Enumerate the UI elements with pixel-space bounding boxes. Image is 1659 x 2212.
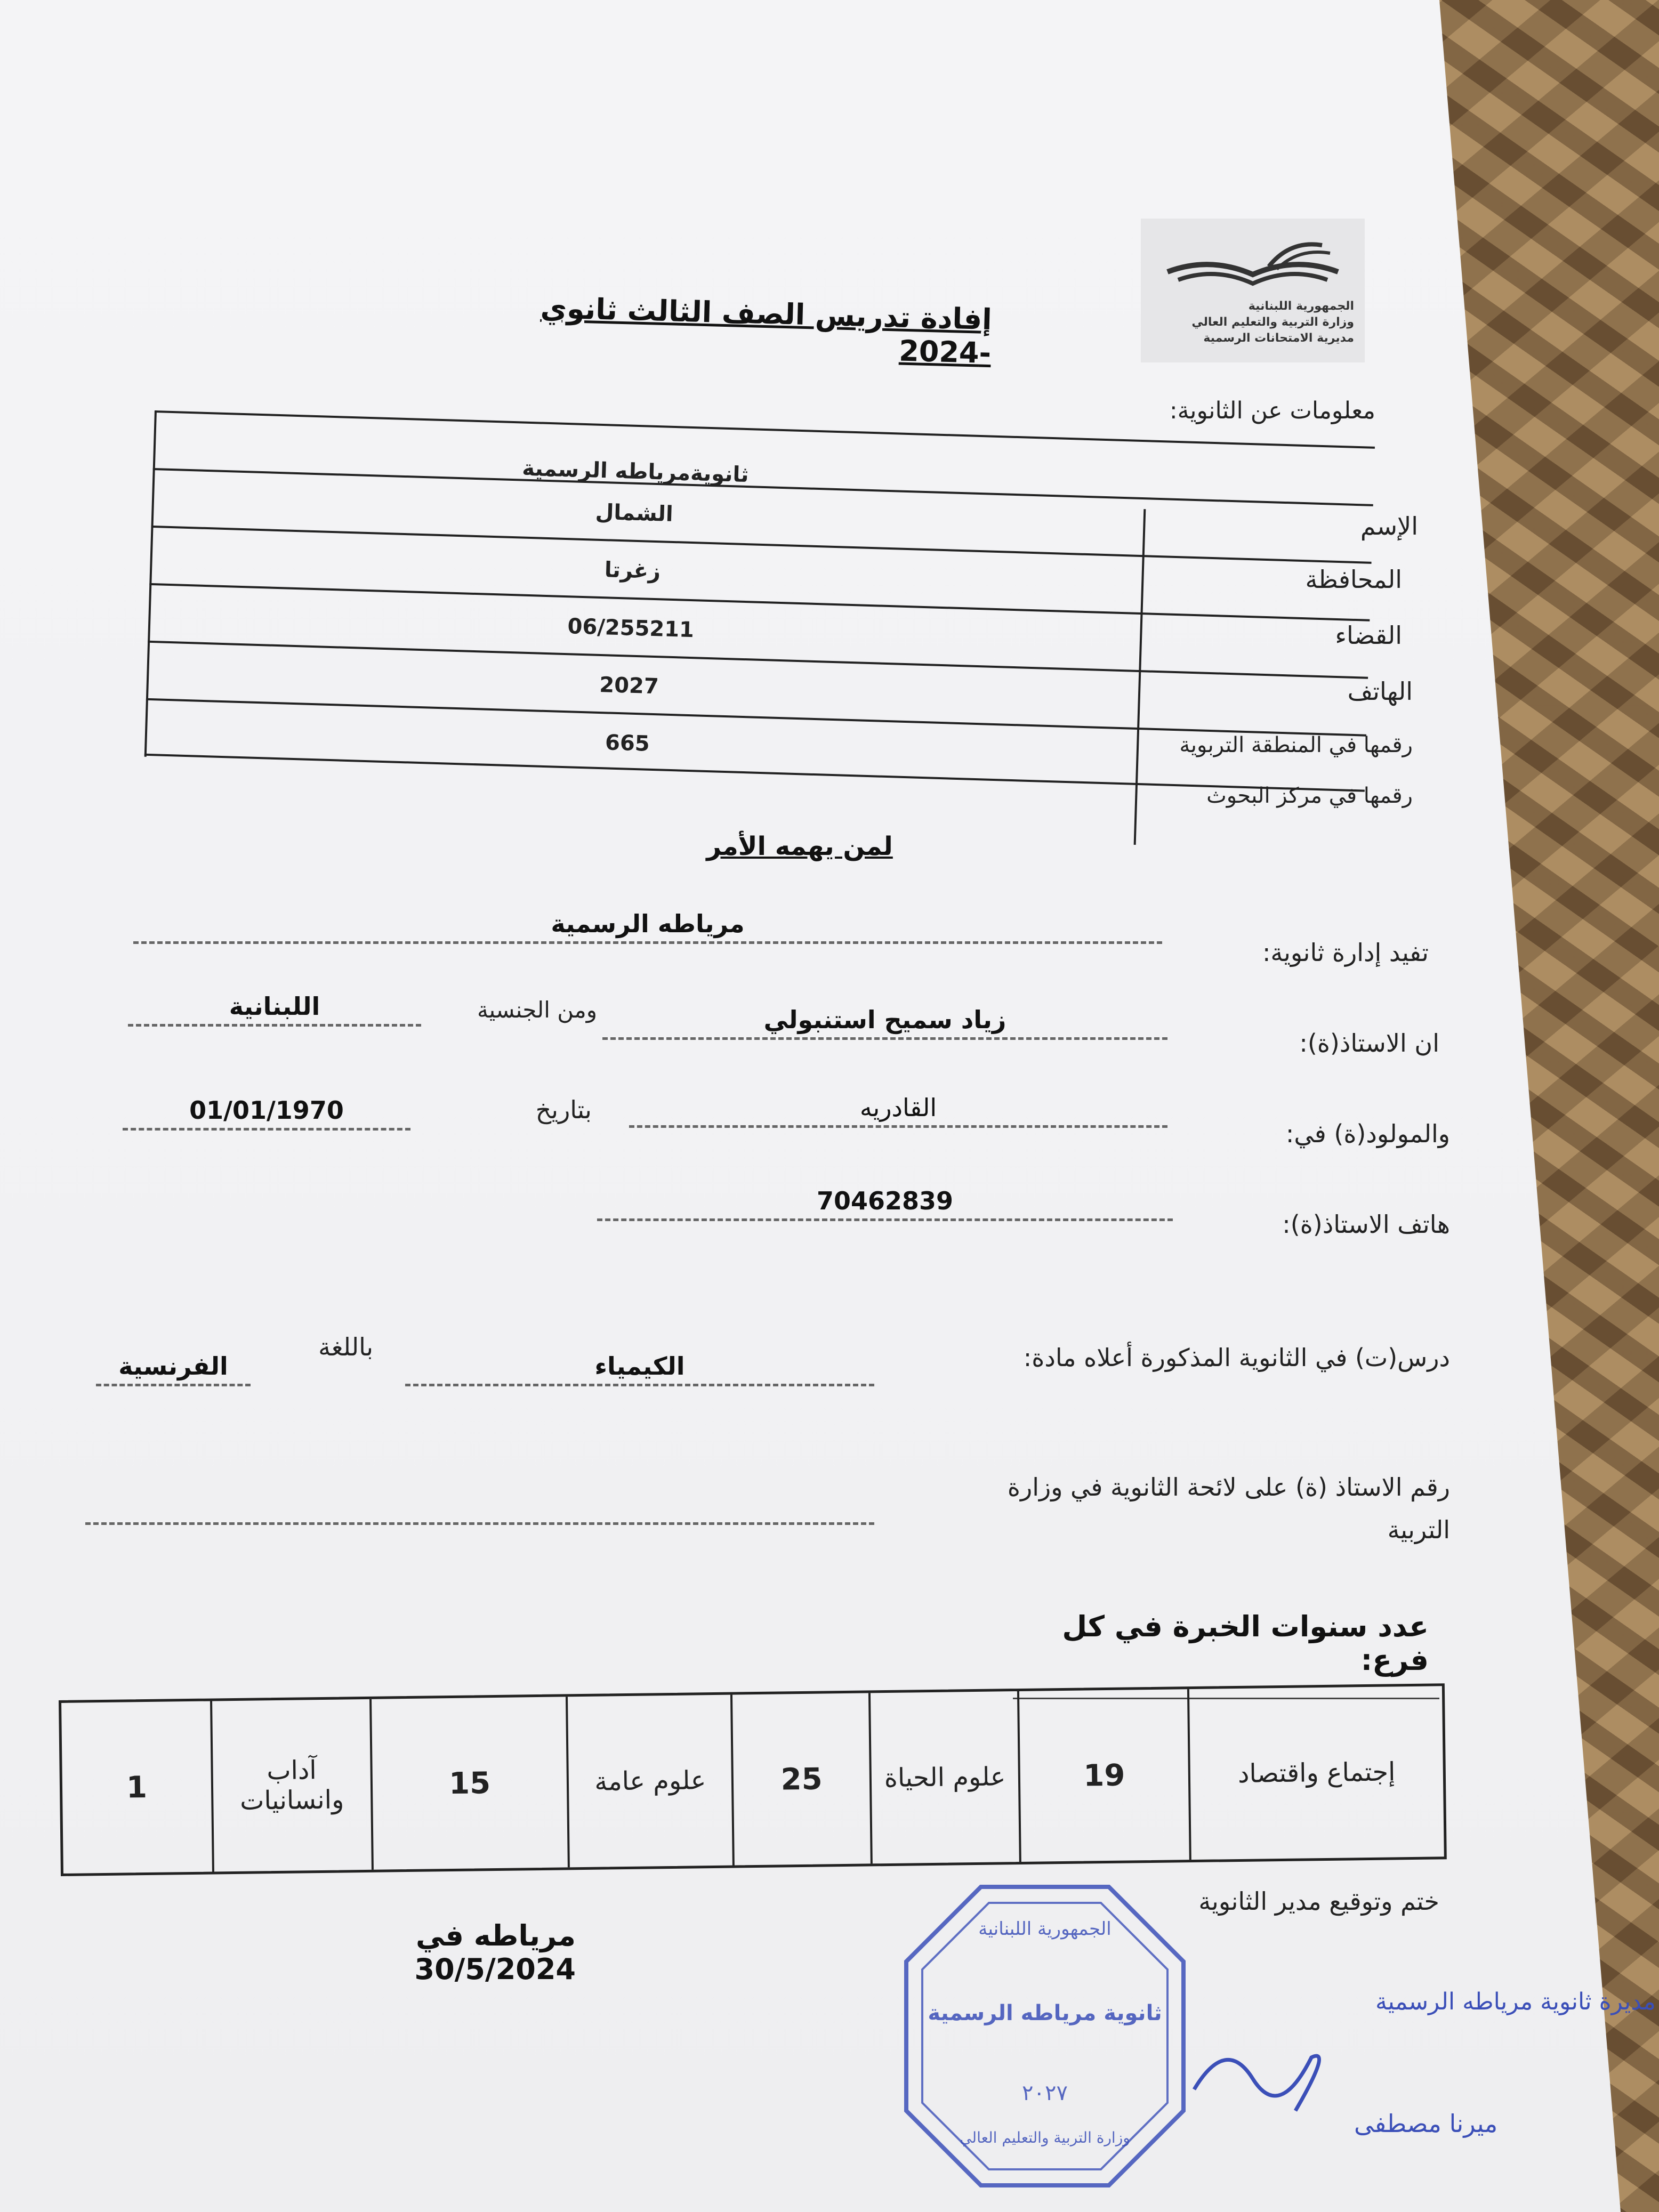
district-value: زغرتا xyxy=(604,558,661,584)
teacher-value: زياد سميح استنبولي xyxy=(602,1002,1167,1040)
label-research-number: رقمها في مركز البحوث xyxy=(1206,784,1413,808)
nationality-label: ومن الجنسية xyxy=(477,997,597,1023)
registry-value xyxy=(85,1487,874,1525)
language-label: باللغة xyxy=(318,1333,373,1361)
nationality-value: اللبنانية xyxy=(128,989,421,1027)
stamp-text: ثانوية مرياطه الرسمية xyxy=(928,2001,1162,2025)
date-label: بتاريخ xyxy=(535,1095,592,1124)
date-value: 01/01/1970 xyxy=(123,1093,410,1131)
language-value: الفرنسية xyxy=(96,1349,251,1386)
experience-table xyxy=(59,1683,1447,1876)
teacher-phone-value: 70462839 xyxy=(597,1183,1173,1221)
teacher-label: ان الاستاذ(ة): xyxy=(1299,1029,1439,1057)
exp-branch-value: 15 xyxy=(369,1697,568,1869)
stamp-text: الجمهورية اللبنانية xyxy=(978,1918,1112,1940)
subject-value: الكيمياء xyxy=(405,1349,874,1386)
school-info-heading: معلومات عن الثانوية: xyxy=(1169,397,1375,424)
school-name-value: ثانويةمرياطه الرسمية xyxy=(521,456,750,488)
exp-branch-label: علوم الحياة xyxy=(868,1691,1019,1863)
label-name: الإسم xyxy=(1360,512,1418,540)
page-title: إفادة تدريس الصف الثالث ثانوي -2024 xyxy=(539,290,993,370)
phone-value: 06/255211 xyxy=(567,614,695,643)
governorate-value: الشمال xyxy=(595,499,674,527)
exp-branch-label: إجتماع واقتصاد xyxy=(1187,1686,1444,1860)
logo-line: وزارة التربية والتعليم العالي xyxy=(1191,316,1354,329)
place-date: مرياطه في 30/5/2024 xyxy=(414,1919,576,1986)
school-stamp xyxy=(896,1876,1194,2196)
subject-label: درس(ت) في الثانوية المذكورة أعلاه مادة: xyxy=(1023,1343,1450,1372)
stamp-text: ٢٠٢٧ xyxy=(1022,2081,1068,2105)
open-book-icon xyxy=(1162,235,1343,293)
exp-branch-value: 19 xyxy=(1017,1689,1189,1862)
exp-branch-label: علوم عامة xyxy=(566,1695,732,1868)
stamp-text: وزارة التربية والتعليم العالي xyxy=(960,2129,1130,2146)
to-whom-heading: لمن يهمه الأمر xyxy=(706,831,893,861)
label-phone: الهاتف xyxy=(1347,677,1413,706)
born-label: والمولود(ة) في: xyxy=(1285,1119,1450,1148)
signature-text: مديرة ثانوية مرياطه الرسمية xyxy=(1375,1988,1656,2015)
label-district: القضاء xyxy=(1335,621,1402,650)
admin-label: تفيد إدارة ثانوية: xyxy=(1262,938,1429,967)
research-center-number-value: 665 xyxy=(605,730,650,756)
handwritten-signature xyxy=(1162,1972,1656,2185)
exp-branch-label: آداب وانسانيات xyxy=(210,1699,372,1872)
ministry-logo xyxy=(1141,219,1365,362)
label-governorate: المحافظة xyxy=(1305,565,1402,594)
label-region-number: رقمها في المنطقة التربوية xyxy=(1179,733,1413,757)
teacher-phone-label: هاتف الاستاذ(ة): xyxy=(1282,1210,1450,1239)
logo-line: مديرية الامتحانات الرسمية xyxy=(1203,332,1354,345)
signature-label: ختم وتوقيع مدير الثانوية xyxy=(1198,1887,1439,1916)
exp-branch-value: 25 xyxy=(730,1693,871,1865)
born-value: القادريه xyxy=(629,1090,1167,1128)
logo-text xyxy=(1162,298,1354,346)
admin-value: مرياطه الرسمية xyxy=(133,906,1162,944)
registry-label: رقم الاستاذ (ة) على لائحة الثانوية في وزارة التربية xyxy=(1007,1473,1450,1544)
experience-title: عدد سنوات الخبرة في كل فرع: xyxy=(1062,1610,1429,1677)
logo-line: الجمهورية اللبنانية xyxy=(1248,300,1354,313)
region-number-value: 2027 xyxy=(599,672,659,699)
exp-branch-value: 1 xyxy=(126,1770,148,1805)
signature-text: ميرنا مصطفى xyxy=(1354,2109,1498,2138)
